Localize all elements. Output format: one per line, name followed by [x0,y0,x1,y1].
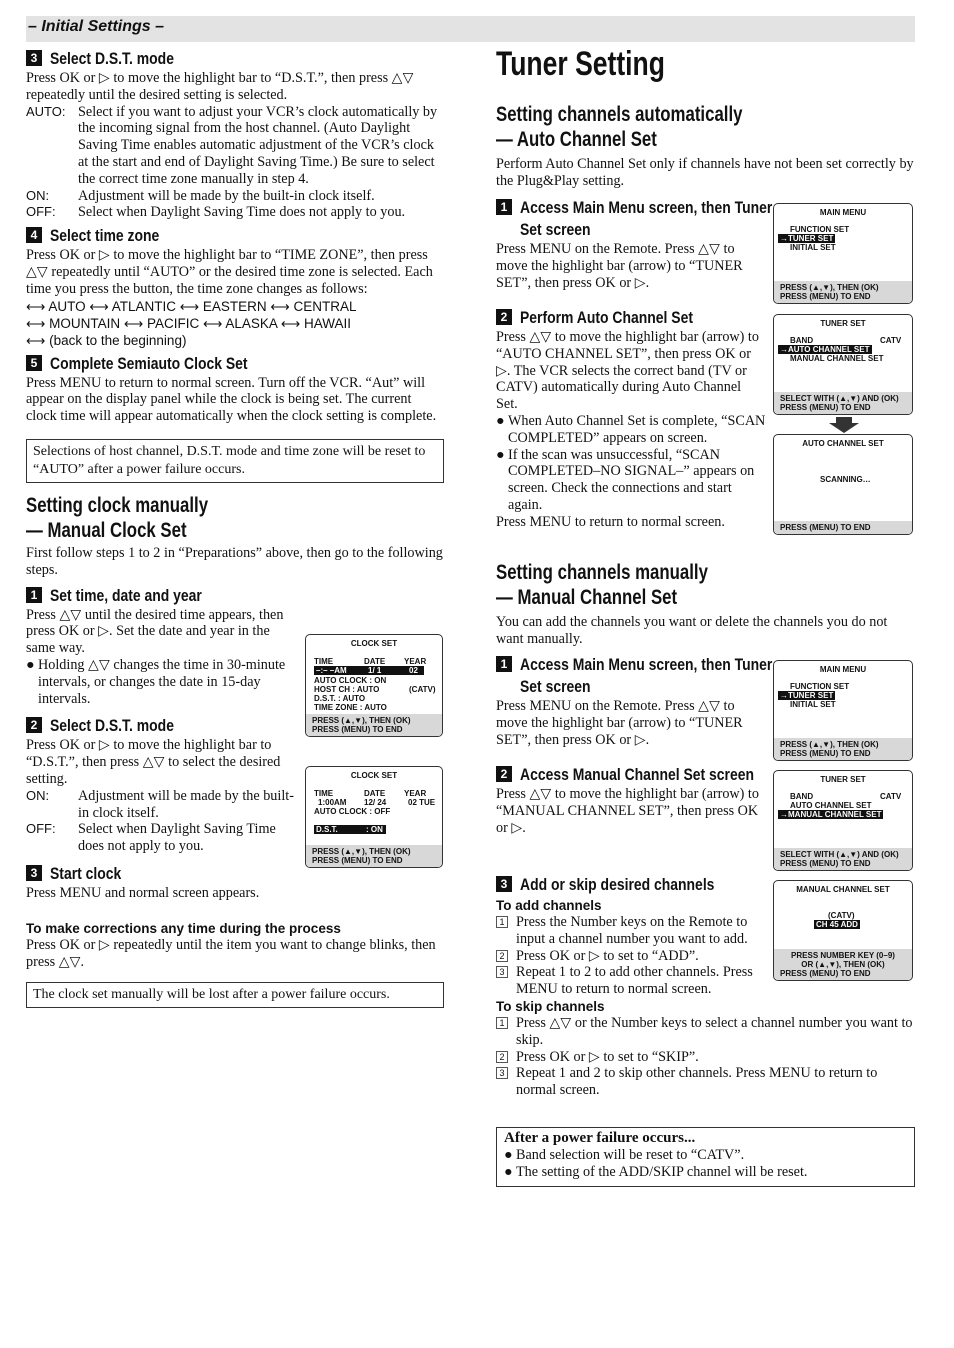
definition-row [26,788,296,822]
step-text: Press OK or ▷ to move the highlight bar to “D.S.T.”, then press △▽ repeatedly until the desired setting is selected. [26,70,414,103]
screen-footer: PRESS (▲,▼), THEN (OK) PRESS (MENU) TO END [774,738,912,760]
bullet-item: ● If the scan was unsuccessful, “SCAN COMPLETED–NO SIGNAL–” appears on screen. Check the connections and start again. [496,446,755,513]
step-title: Select D.S.T. mode [50,49,174,68]
section-title: Setting channels automatically [496,103,743,126]
screen-title: MAIN MENU [819,208,867,217]
step-select-dst [26,48,444,70]
time-zone-cycle-2: ⟷ MOUNTAIN ⟷ PACIFIC ⟷ ALASKA ⟷ HAWAII [26,315,351,331]
step-complete-semiauto [26,353,444,375]
section-subtitle: — Auto Channel Set [496,128,657,151]
item-number: 2 [496,950,508,962]
step-number: 1 [496,199,512,215]
screen-value: 02 [409,666,418,675]
time-zone-cycle-3: ⟷ (back to the beginning) [26,332,187,348]
screen-row: CATV [880,792,902,801]
screen-row: BAND [790,792,814,801]
section-title: Setting channels manually [496,561,708,584]
definition-desc: Select when Daylight Saving Time does not apply to you. [78,821,276,855]
clock-set-screen-1 [305,634,443,737]
screen-row: INITIAL SET [790,700,836,709]
screen-row: MANUAL CHANNEL SET [790,354,884,363]
item-text: Press the Number keys on the Remote to input a channel number you want to add. [516,914,748,947]
step-number: 4 [26,227,42,243]
skip-channels-heading: To skip channels [496,998,605,1014]
screen-title: MAIN MENU [819,665,867,674]
screen-row: AUTO CLOCK : ON [314,676,387,685]
highlight-bar: →TUNER SET [780,691,834,700]
definition-term: AUTO: [26,103,66,119]
screen-label: DATE [364,657,386,666]
step-text: Press OK or ▷ to move the highlight bar to “TIME ZONE”, then press △▽ repeatedly until “AUTO” or the desired time zone is selected. Each time you press the button, the time zone changes as follows: [26,247,433,297]
step-number: 1 [26,587,42,603]
add-channels-list [496,914,771,998]
corrections-text: Press OK or ▷ repeatedly until the item you want to change blinks, then press △▽. [26,936,436,970]
screen-footer: PRESS NUMBER KEY (0–9) OR (▲,▼), THEN (OK) PRESS (MENU) TO END [774,949,912,980]
dst-definitions [26,788,296,855]
manual-channel-screen [773,880,913,981]
step-number: 5 [26,355,42,371]
auto-channel-screen [773,434,913,535]
step-number: 2 [496,766,512,782]
step-number: 3 [26,865,42,881]
definition-row [26,188,444,205]
tuner-set-screen-2 [773,770,913,871]
step-title: Access Main Menu screen, then Tuner [520,655,773,674]
step-title: Perform Auto Channel Set [520,308,693,327]
screen-title: TUNER SET [820,775,866,784]
note-box: The clock set manually will be lost after a power failure occurs. [26,982,444,1008]
section-title: Setting clock manually [26,493,209,517]
manual-clock-heading [26,493,444,543]
manual-channel-intro: You can add the channels you want or delete the channels you do not want manually. [496,614,888,647]
step-text: Press MENU on the Remote. Press △▽ to move the highlight bar (arrow) to “TUNER SET”, then press OK or ▷. [496,241,743,291]
screen-value: : ON [366,825,383,834]
skip-channels-list [496,1015,914,1099]
manual-channel-step-2 [496,764,766,836]
screen-row: AUTO CHANNEL SET [790,801,872,810]
corrections-heading: To make corrections any time during the process [26,920,341,936]
highlight-bar: D.S.T. [314,825,386,834]
item-text: Repeat 1 to 2 to add other channels. Press MENU to return to normal screen. [516,964,753,998]
time-zone-cycle-1: ⟷ AUTO ⟷ ATLANTIC ⟷ EASTERN ⟷ CENTRAL [26,298,357,314]
step-title: Select D.S.T. mode [50,716,174,736]
manual-step-2 [26,715,296,855]
step-number: 3 [26,50,42,66]
numbered-item [496,964,771,998]
screen-footer: PRESS (▲,▼), THEN (OK) PRESS (MENU) TO END [774,281,912,303]
step-title-cont: Set screen [520,220,591,239]
screen-footer: PRESS (▲,▼), THEN (OK) PRESS (MENU) TO END [306,714,442,736]
step-number: 3 [496,876,512,892]
item-text: Press OK or ▷ to set to “SKIP”. [516,1048,699,1065]
screen-footer: SELECT WITH (▲,▼) AND (OK) PRESS (MENU) TO END [774,848,912,870]
item-text: Press △▽ or the Number keys to select a channel number you want to skip. [516,1014,913,1048]
screen-value: 02 TUE [408,798,436,807]
highlight-bar: →TUNER SET [780,234,834,243]
definition-term: ON: [26,187,50,203]
step-title-cont: Set screen [520,677,591,696]
numbered-item [496,948,771,965]
definition-row [26,821,296,855]
definition-row [26,104,444,188]
definition-desc: Adjustment will be made by the built-in clock itself. [78,787,294,821]
power-failure-heading: After a power failure occurs... [504,1130,696,1146]
screen-row: FUNCTION SET [790,682,850,691]
screen-footer: PRESS (MENU) TO END [774,521,912,534]
screen-row: FUNCTION SET [790,225,850,234]
step-title: Start clock [50,863,122,883]
step-number: 1 [496,656,512,672]
section-header-label: – Initial Settings – [28,18,165,35]
note-box: Selections of host channel, D.S.T. mode and time zone will be reset to “AUTO” after a power failure occurs. [26,439,444,483]
screen-row: HOST CH : AUTO [314,685,380,694]
section-header [26,16,915,42]
definition-row [26,204,444,221]
definition-desc: Select if you want to adjust your VCR’s clock automatically by the incoming signal from the host channel. (Auto Daylight Saving Time enables automatic adjustment of the VCR’s clock at the start and end of Daylight Saving Time.) Be sure to select the correct time zone manually in step 4. [78,103,438,187]
item-number: 3 [496,1067,508,1079]
arrow-down-icon [829,417,859,433]
step-title: Add or skip desired channels [520,875,715,894]
screen-footer: PRESS (▲,▼), THEN (OK) PRESS (MENU) TO END [306,845,442,867]
step-text: Press MENU to return to normal screen. Turn off the VCR. “Aut” will appear on the display panel while the clock is being set. The current clock time will appear automatically when the clock setting is complete. [26,374,437,425]
section-subtitle: — Manual Channel Set [496,586,678,609]
definition-term: OFF: [26,821,56,837]
auto-step-2 [496,307,766,531]
screen-value: 12/ 24 [364,798,387,807]
clock-set-screen-2 [305,766,443,868]
step-text: Press △▽ until the desired time appears, then press OK or ▷. Set the date and year in the same way. [26,606,284,657]
highlight-bar: –:– –AM [314,666,424,675]
manual-channel-step-1 [496,654,773,748]
highlight-bar: CH 45 ADD [816,920,858,929]
auto-step-1 [496,197,773,291]
screen-value: 1:00AM [318,798,347,807]
numbered-item [496,914,771,948]
item-number: 1 [496,1017,508,1029]
screen-row: CATV [880,336,902,345]
manual-clock-intro: First follow steps 1 to 2 in “Preparations” above, then go to the following steps. [26,544,443,578]
step-text: Press MENU to return to normal screen. [496,513,725,530]
manual-step-3 [26,863,444,902]
highlight-bar: →MANUAL CHANNEL SET [780,810,882,819]
screen-title: AUTO CHANNEL SET [802,439,884,448]
step-title: Access Main Menu screen, then Tuner [520,198,773,217]
page-title: Tuner Setting [496,45,665,83]
numbered-item [496,1065,914,1099]
step-number: 2 [496,309,512,325]
bullet-item: ● The setting of the ADD/SKIP channel will be reset. [504,1163,808,1180]
screen-row: D.S.T. : AUTO [314,694,366,703]
step-select-time-zone [26,225,444,247]
item-text: Repeat 1 and 2 to skip other channels. Press MENU to return to normal screen. [516,1065,878,1099]
screen-title: TUNER SET [820,319,866,328]
screen-row: BAND [790,336,814,345]
item-text: Press OK or ▷ to set to “ADD”. [516,947,699,964]
screen-footer: SELECT WITH (▲,▼) AND (OK) PRESS (MENU) TO END [774,392,912,414]
screen-row: INITIAL SET [790,243,836,252]
bullet-item: ● Band selection will be reset to “CATV”. [504,1147,745,1163]
main-menu-screen-1 [773,203,913,304]
bullet-item: ● When Auto Channel Set is complete, “SCAN COMPLETED” appears on screen. [496,412,766,446]
screen-title: CLOCK SET [350,771,398,780]
step-text: Press △▽ to move the highlight bar (arrow) to “MANUAL CHANNEL SET”, then press OK or ▷. [496,786,759,836]
step-text: Press MENU on the Remote. Press △▽ to move the highlight bar (arrow) to “TUNER SET”, then press OK or ▷. [496,698,743,748]
step-title: Complete Semiauto Clock Set [50,353,248,373]
numbered-item [496,1015,914,1049]
definition-term: OFF: [26,204,56,220]
section-subtitle: — Manual Clock Set [26,518,187,542]
main-menu-screen-2 [773,660,913,761]
step-title: Set time, date and year [50,585,202,605]
highlight-bar: →AUTO CHANNEL SET [780,345,870,354]
screen-row: (CATV) [409,685,436,694]
step-title: Select time zone [50,226,160,246]
power-failure-box [496,1127,915,1187]
step-title: Access Manual Channel Set screen [520,765,754,784]
screen-title: MANUAL CHANNEL SET [796,885,890,894]
screen-status: SCANNING… [820,475,871,484]
definition-term: ON: [26,787,50,803]
tuner-set-screen-1 [773,314,913,415]
screen-label: DATE [364,789,386,798]
step-text: Press MENU and normal screen appears. [26,884,260,901]
dst-definitions [26,104,444,222]
screen-label: YEAR [404,657,427,666]
step-text: Press △▽ to move the highlight bar (arrow) to “AUTO CHANNEL SET”, then press OK or ▷. The VCR selects the correct band (TV or CATV) automatically during Auto Channel Set. [496,329,759,413]
item-number: 2 [496,1051,508,1063]
screen-label: YEAR [404,789,427,798]
add-channels-heading: To add channels [496,898,602,913]
item-number: 1 [496,916,508,928]
step-number: 2 [26,717,42,733]
screen-label: TIME [314,657,334,666]
screen-row: AUTO CLOCK : OFF [314,807,391,816]
step-text: Press OK or ▷ to move the highlight bar to “D.S.T.”, then press △▽ to select the desired setting. [26,737,281,787]
auto-channel-heading [496,102,914,190]
auto-intro: Perform Auto Channel Set only if channels have not been set correctly by the Plug&Play setting. [496,156,914,189]
screen-band: (CATV) [828,911,855,920]
item-number: 3 [496,966,508,978]
definition-desc: Adjustment will be made by the built-in clock itself. [78,187,375,204]
manual-channel-heading [496,560,914,648]
screen-title: CLOCK SET [350,639,398,648]
manual-step-1 [26,585,296,708]
bullet-item: ● Holding △▽ changes the time in 30-minute intervals, or changes the date in 15-day intervals. [26,656,286,707]
screen-value: 1/ 1 [368,666,382,675]
screen-label: TIME [314,789,334,798]
definition-desc: Select when Daylight Saving Time does not apply to you. [78,204,406,221]
screen-row: TIME ZONE : AUTO [314,703,387,712]
numbered-item [496,1049,914,1066]
